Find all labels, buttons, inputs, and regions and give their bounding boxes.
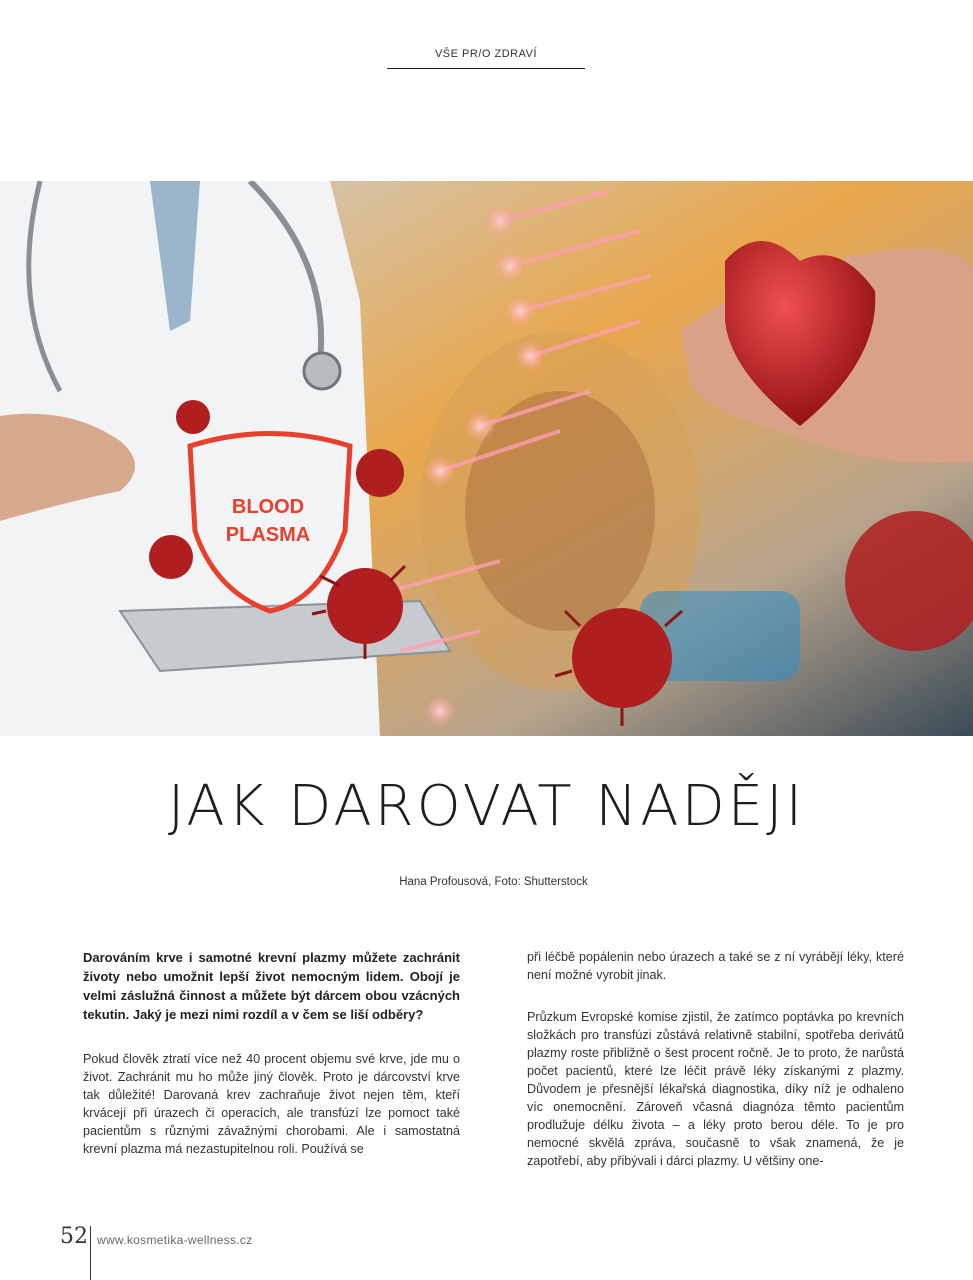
left-column [83,948,460,1158]
footer-divider [90,1226,91,1280]
right-paragraph-2: Průzkum Evropské komise zjistil, že zatímco poptávka po krevních složkách pro transfúzi zůstává relativně stabilní, spotřeba derivátů plazmy roste přibližně o šest procent ročně. Je to proto, že narůstá počet pacientů, které lze léčit právě léky získanými z plazmy. Důvodem je přesnější lékařská diagnostika, díky níž je odhaleno víc onemocnění. Zároveň včasná diagnóza těmto pacientům prodlužuje délku života – a léky proto berou déle. To je pro nemocné skvělá zpráva, současně to však znamená, že je zapotřebí, aby přibývali i dárci plazmy. U většiny one- [527,1010,904,1168]
article-lead: Darováním krve i samotné krevní plazmy můžete zachránit životy nebo umožnit lepší život nemocným lidem. Obojí je velmi záslužná činnost a můžete být dárcem obou vzácných tekutin. Jaký je mezi nimi rozdíl a v čem se liší odběry? [83,950,460,1022]
right-paragraph-1: při léčbě popálenin nebo úrazech a také se z ní vyrábějí léky, které není možné vyrobit jinak. [527,950,904,982]
shield-label-line1: BLOOD [231,496,305,518]
footer-url: www.kosmetika-wellness.cz [97,1233,253,1247]
section-header: VŠE PR/O ZDRAVÍ [387,48,585,69]
hero-image [0,181,973,736]
article-byline: Hana Profousová, Foto: Shutterstock [399,876,588,888]
right-column [527,948,904,1170]
article-title: JAK DAROVAT NADĚJI [167,774,806,839]
left-paragraph: Pokud člověk ztratí více než 40 procent objemu své krve, jde mu o život. Zachránit mu ho může jiný člověk. Proto je dárcovství krve tak důležité! Darovaná krev zachraňuje život nejen těm, kteří krvácejí při úrazech či operacích, ale transfúzí lze pomoct také pacientům s různými závažnými chorobami. Ale i samostatná krevní plazma má nezastupitelnou roli. Používá se [83,1052,460,1156]
page-number: 52 [60,1224,88,1249]
shield-label-line2: PLASMA [225,524,311,546]
